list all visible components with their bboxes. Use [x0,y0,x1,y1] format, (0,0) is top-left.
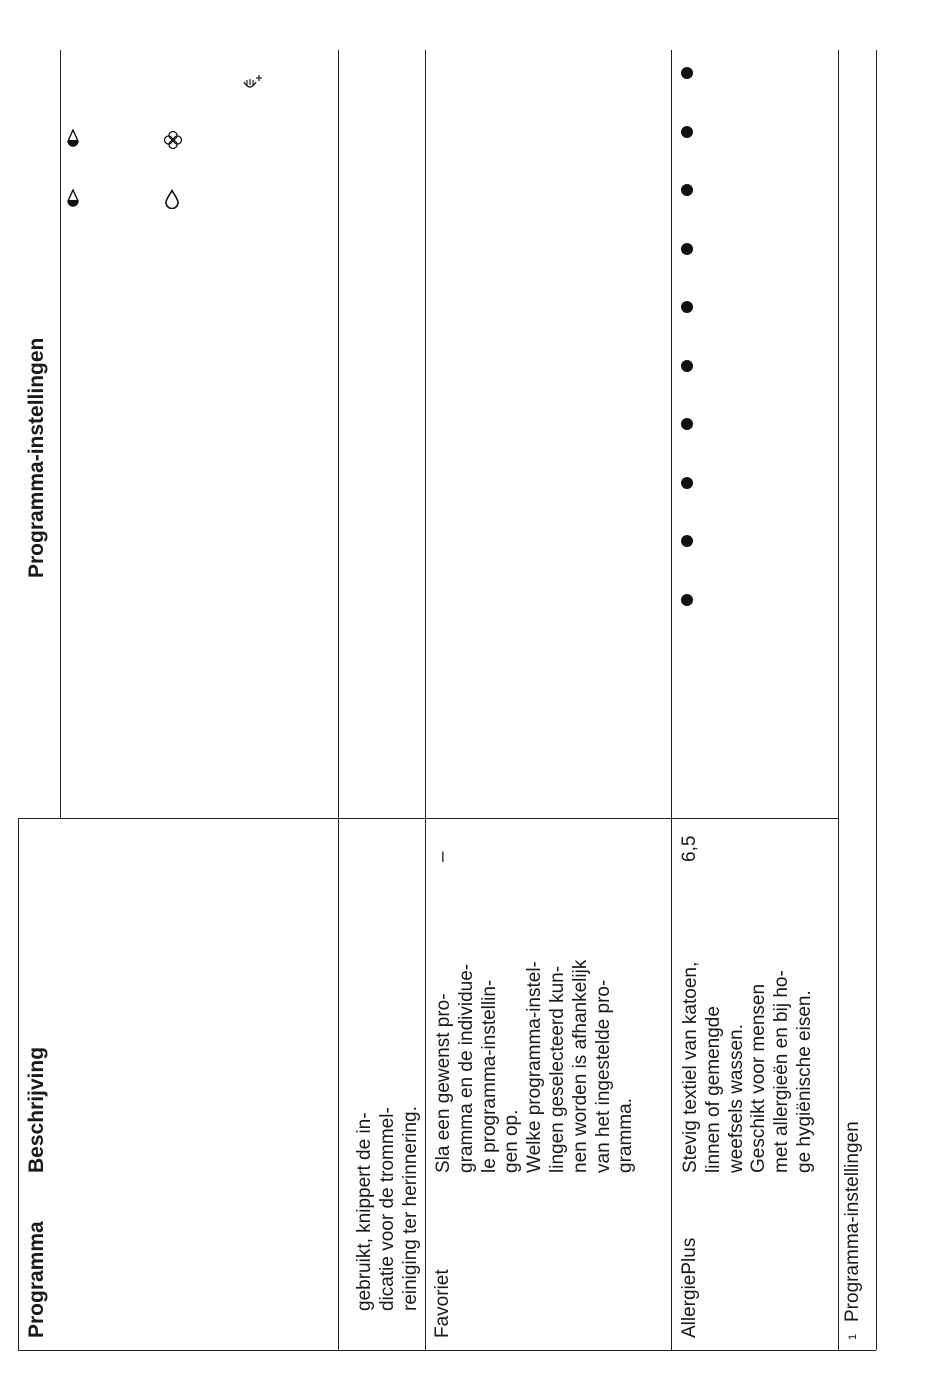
header-programma: Programma [25,1221,48,1338]
rinse-plus-icon [240,74,266,101]
row-description: Stevig textiel van katoen, linnen of gemengde weefsels wassen. Geschikt voor mensen met allergieën en bij ho- ge hygiënische eisen. [680,961,815,1173]
header-rule [60,50,61,819]
header-instellingen: Programma-instellingen [25,337,48,578]
row-rule-2 [425,50,426,1350]
setting-marker-dot [681,301,693,313]
row-value: 6,5 [679,835,700,862]
column-divider [18,818,838,819]
setting-marker-dot [681,67,693,79]
setting-marker-dot [681,126,693,138]
footnote-marker: 1 [847,1333,859,1340]
row-rule-3 [671,50,672,1350]
bottom-rule [876,50,877,1350]
row-description: Sla een gewenst pro- gramma en de individue- le programma-instellin- gen op. Welke programma-instel- lingen geselecteerd kun- nen worden is afhankelijk van het ingestelde pro- gramma. [433,959,637,1173]
detergent-icon [66,129,80,152]
row-program-name: Favoriet [432,1269,453,1338]
setting-marker-dot [681,535,693,547]
detergent-icon [66,189,80,212]
row-description: gebruikt, knippert de in- dicatie voor de trommel- reiniging ter herinnering. [354,1106,421,1311]
top-rule [18,1350,876,1351]
setting-marker-dot [681,477,693,489]
flower-icon [163,130,183,155]
setting-marker-dot [681,184,693,196]
row-rule-1 [338,50,339,1350]
header-rule-lower [18,818,19,1350]
drop-icon [164,189,180,214]
setting-marker-dot [681,360,693,372]
row-value: – [432,851,453,862]
row-program-name: AllergiePlus [679,1237,700,1338]
setting-marker-dot [681,243,693,255]
footnote-text: Programma-instellingen [842,1121,863,1322]
header-beschrijving: Beschrijving [25,1046,48,1173]
setting-marker-dot [681,594,693,606]
setting-marker-dot [681,418,693,430]
row-rule-4 [838,50,839,1350]
